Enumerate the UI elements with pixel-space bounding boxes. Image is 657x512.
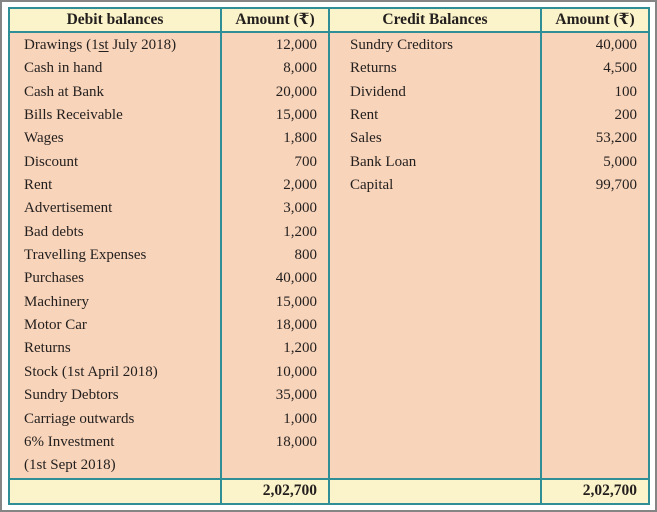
credit-row-label: Bank Loan bbox=[350, 153, 417, 170]
credit-row-amount: 4,500 bbox=[603, 60, 637, 77]
debit-row-label: Bad debts bbox=[24, 223, 84, 240]
credit-row-label: Rent bbox=[350, 107, 379, 124]
debit-row-label-continued: (1st Sept 2018) bbox=[24, 457, 116, 474]
debit-row-amount: 35,000 bbox=[275, 387, 317, 404]
debit-row-amount: 15,000 bbox=[275, 293, 317, 310]
credit-row-amount: 99,700 bbox=[595, 177, 637, 194]
debit-row-label: Purchases bbox=[24, 270, 84, 287]
credit-row-amount: 5,000 bbox=[603, 153, 637, 170]
debit-labels-column bbox=[10, 33, 222, 478]
debit-row-label: Sundry Debtors bbox=[24, 387, 119, 404]
debit-row-label: Drawings (1st July 2018) bbox=[24, 37, 177, 53]
trial-balance-table bbox=[8, 7, 650, 505]
credit-row-label: Dividend bbox=[350, 83, 406, 100]
debit-row-amount: 10,000 bbox=[275, 363, 317, 380]
debit-row-label: Wages bbox=[24, 130, 64, 147]
debit-row-amount: 1,800 bbox=[283, 130, 317, 147]
header-debit-amount: Amount (₹) bbox=[222, 9, 330, 33]
debit-row-label: Discount bbox=[24, 153, 79, 170]
debit-row-amount: 18,000 bbox=[275, 317, 317, 334]
debit-row-amount: 1,000 bbox=[283, 410, 317, 427]
debit-row-label: Motor Car bbox=[24, 317, 87, 334]
header-credit-amount: Amount (₹) bbox=[542, 9, 648, 33]
credit-row-amount: 100 bbox=[614, 83, 637, 100]
debit-row-amount: 800 bbox=[294, 247, 317, 264]
credit-row-label: Returns bbox=[350, 60, 397, 77]
total-debit-amount: 2,02,700 bbox=[222, 478, 330, 503]
debit-row-amount: 3,000 bbox=[283, 200, 317, 217]
credit-row-amount: 200 bbox=[614, 107, 637, 124]
debit-row-label: Travelling Expenses bbox=[24, 247, 147, 264]
debit-row-label: Rent bbox=[24, 177, 53, 194]
debit-row-label: Returns bbox=[24, 340, 71, 357]
credit-row-label: Sales bbox=[350, 130, 382, 147]
header-debit-balances: Debit balances bbox=[10, 9, 222, 33]
debit-row-label: Cash in hand bbox=[24, 60, 103, 77]
debit-row-amount: 15,000 bbox=[275, 107, 317, 124]
total-credit-label-cell bbox=[330, 478, 542, 503]
header-credit-balances: Credit Balances bbox=[330, 9, 542, 33]
debit-row-label: Carriage outwards bbox=[24, 410, 135, 427]
credit-row-label: Capital bbox=[350, 177, 394, 194]
total-debit-label-cell bbox=[10, 478, 222, 503]
debit-row-amount: 700 bbox=[294, 153, 317, 170]
debit-row-label: 6% Investment bbox=[24, 433, 115, 450]
total-credit-amount: 2,02,700 bbox=[542, 478, 648, 503]
debit-row-label: Stock (1st April 2018) bbox=[24, 363, 158, 380]
debit-amounts-column bbox=[222, 33, 330, 478]
debit-row-amount: 40,000 bbox=[275, 270, 317, 287]
debit-row-amount: 20,000 bbox=[275, 83, 317, 100]
debit-row-label: Advertisement bbox=[24, 200, 113, 217]
debit-row-amount: 12,000 bbox=[275, 37, 317, 53]
debit-row-amount: 2,000 bbox=[283, 177, 317, 194]
credit-row-amount: 40,000 bbox=[595, 37, 637, 53]
credit-row-label: Sundry Creditors bbox=[350, 37, 453, 53]
debit-row-amount: 8,000 bbox=[283, 60, 317, 77]
credit-labels-column bbox=[330, 33, 542, 478]
credit-row-amount: 53,200 bbox=[595, 130, 637, 147]
debit-row-amount: 1,200 bbox=[283, 340, 317, 357]
debit-row-amount: 18,000 bbox=[275, 433, 317, 450]
debit-row-label: Machinery bbox=[24, 293, 89, 310]
debit-row-label: Cash at Bank bbox=[24, 83, 104, 100]
debit-row-amount: 1,200 bbox=[283, 223, 317, 240]
debit-row-label: Bills Receivable bbox=[24, 107, 123, 124]
credit-amounts-column bbox=[542, 33, 648, 478]
